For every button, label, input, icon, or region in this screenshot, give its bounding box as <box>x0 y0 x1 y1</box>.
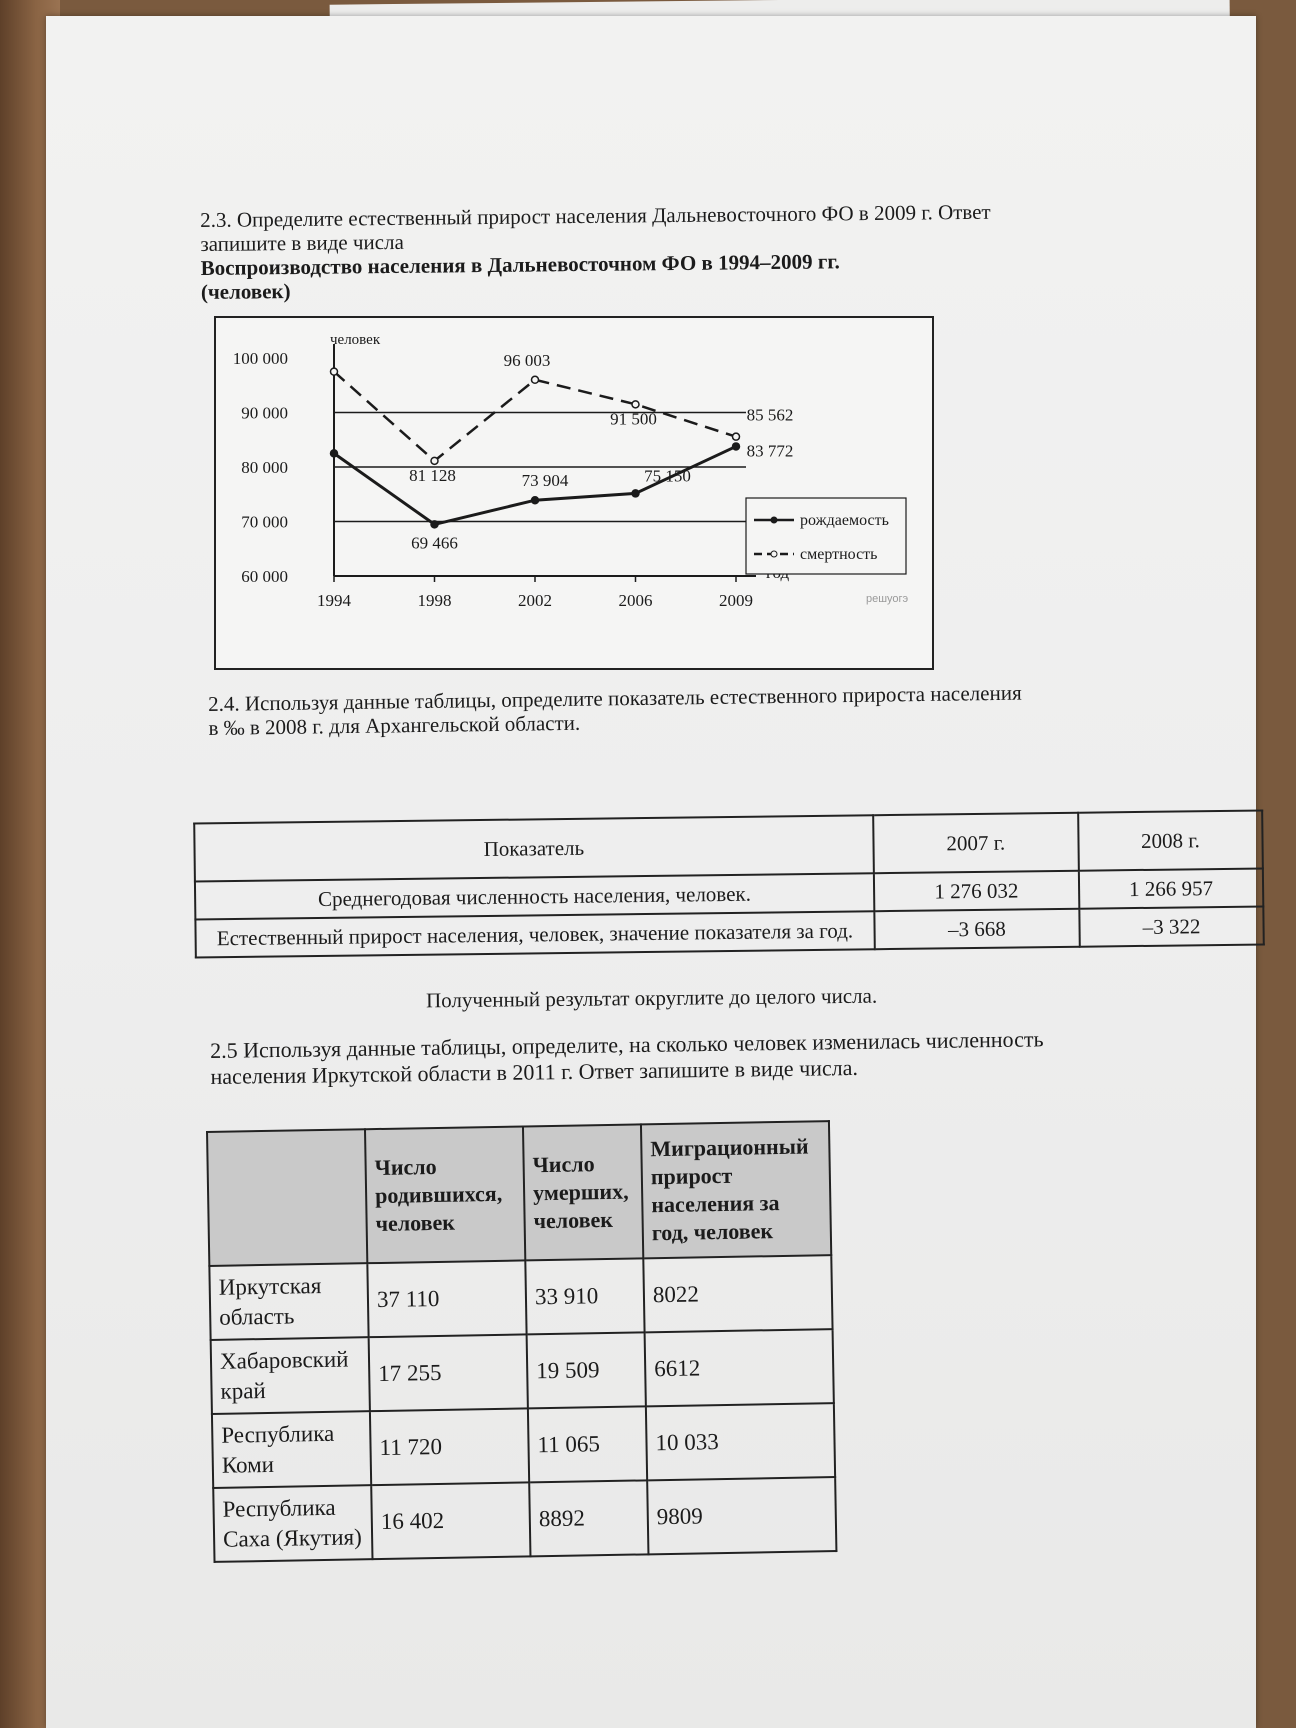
y-tick-label: 70 000 <box>241 512 288 532</box>
y-tick-label: 60 000 <box>241 567 288 586</box>
question-2-4-line2: в ‰ в 2008 г. для Архангельской области. <box>208 710 581 740</box>
x-tick-label: 2009 <box>719 591 753 610</box>
chart-title-line2: (человек) <box>200 279 291 304</box>
births-value: 17 255 <box>369 1334 528 1411</box>
row-value-2007: 1 276 032 <box>874 871 1080 912</box>
data-point <box>632 401 639 408</box>
legend-marker <box>771 551 777 557</box>
table-header-row <box>207 1121 831 1266</box>
question-2-3 <box>200 200 992 304</box>
header-births: Число родившихся, человек <box>365 1126 525 1263</box>
chart-svg <box>216 318 932 668</box>
data-point <box>431 457 438 464</box>
x-tick-label: 2006 <box>618 591 653 610</box>
data-point <box>733 443 740 450</box>
data-label: 75 150 <box>644 466 691 486</box>
region-name: Республика Саха (Якутия) <box>213 1485 372 1562</box>
y-axis-label: человек <box>330 332 381 348</box>
data-label: 69 466 <box>411 533 458 553</box>
row-label: Естественный прирост населения, человек, значение показателя за год. <box>195 911 874 957</box>
series-line-death <box>334 372 736 461</box>
region-name: Иркутская область <box>209 1263 368 1340</box>
legend-marker <box>771 517 777 523</box>
region-name: Хабаровский край <box>211 1337 370 1414</box>
row-value-2007: –3 668 <box>874 909 1080 950</box>
table-row <box>212 1403 835 1488</box>
question-2-4-line1: 2.4. Используя данные таблицы, определите показатель естественного прироста населения <box>208 680 1022 716</box>
question-2-5-line2: населения Иркутской области в 2011 г. Ответ запишите в виде числа. <box>210 1054 859 1089</box>
table-row <box>213 1477 836 1562</box>
question-2-3-line2: запишите в виде числа <box>200 229 404 256</box>
data-label: 91 500 <box>610 409 657 429</box>
data-label: 96 003 <box>503 350 551 370</box>
data-point <box>632 490 639 497</box>
question-2-5-line1: 2.5 Используя данные таблицы, определите, на сколько человек изменилась численность <box>210 1026 1044 1063</box>
deaths-value: 11 065 <box>528 1406 647 1482</box>
rounding-note: Полученный результат округлите до целого числа. <box>425 983 878 1013</box>
data-label: 81 128 <box>409 465 456 485</box>
header-indicator: Показатель <box>194 815 873 881</box>
legend-label: рождаемость <box>800 512 889 529</box>
table-2-5 <box>206 1120 837 1563</box>
region-name: Республика Коми <box>212 1411 371 1488</box>
watermark-text: решуогэ <box>866 593 909 605</box>
data-point <box>331 450 338 457</box>
header-empty <box>207 1129 367 1266</box>
y-tick-label: 80 000 <box>241 458 288 477</box>
table-2-4 <box>193 809 1265 958</box>
data-point <box>733 433 740 440</box>
table-row <box>211 1329 834 1414</box>
row-label: Среднегодовая численность населения, человек. <box>195 873 874 919</box>
data-point <box>431 521 438 528</box>
data-point <box>532 376 539 383</box>
y-tick-label: 90 000 <box>241 403 288 423</box>
x-tick-label: 1998 <box>417 591 452 610</box>
births-value: 16 402 <box>371 1482 530 1559</box>
question-2-3-line1: 2.3. Определите естественный прирост населения Дальневосточного ФО в 2009 г. Ответ <box>200 199 991 232</box>
migration-value: 10 033 <box>646 1403 835 1480</box>
data-point <box>532 497 539 504</box>
header-2008: 2008 г. <box>1078 810 1263 870</box>
migration-value: 8022 <box>643 1255 832 1332</box>
header-2007: 2007 г. <box>873 813 1079 874</box>
row-value-2008: –3 322 <box>1079 906 1263 946</box>
deaths-value: 33 910 <box>525 1258 644 1334</box>
data-label: 73 904 <box>521 471 569 491</box>
data-point <box>331 368 338 375</box>
header-deaths: Число умерших, человек <box>523 1124 643 1260</box>
population-chart <box>214 316 934 670</box>
chart-title-line1: Воспроизводство населения в Дальневосточном ФО в 1994–2009 гг. <box>200 249 840 280</box>
row-value-2008: 1 266 957 <box>1079 868 1263 908</box>
data-label: 83 772 <box>746 441 794 461</box>
y-tick-label: 100 000 <box>232 349 288 368</box>
deaths-value: 8892 <box>529 1480 648 1556</box>
deaths-value: 19 509 <box>527 1332 646 1408</box>
question-2-5 <box>210 1026 1044 1090</box>
x-tick-label: 1994 <box>317 591 351 610</box>
legend-label: смертность <box>800 546 878 563</box>
data-label: 85 562 <box>746 405 794 425</box>
table-row <box>209 1255 832 1340</box>
header-migration: Миграционный прирост населения за год, человек <box>641 1121 831 1258</box>
migration-value: 9809 <box>647 1477 836 1554</box>
births-value: 11 720 <box>370 1408 529 1485</box>
migration-value: 6612 <box>645 1329 834 1406</box>
worksheet-page <box>46 16 1256 1728</box>
question-2-4 <box>208 681 1022 740</box>
births-value: 37 110 <box>367 1260 526 1337</box>
x-tick-label: 2002 <box>518 591 552 610</box>
